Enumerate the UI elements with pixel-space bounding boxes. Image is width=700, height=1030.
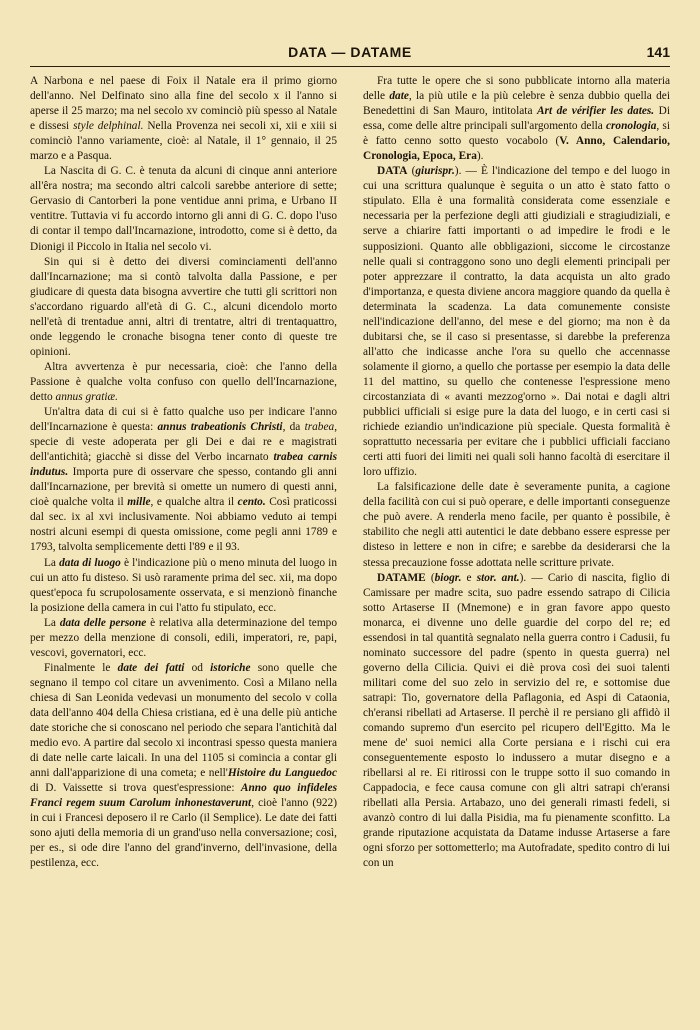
paragraph: La data delle persone è relativa alla determinazione del tempo per mezzo della menzione di consoli, edili, imperatori, re, papi, vescovi, governatori, ecc. [30,616,337,659]
paragraph: A Narbona e nel paese di Foix il Natale era il primo giorno dell'anno. Nel Delfinato sino alla fine del secolo x il l'anno si aperse il 25 marzo; ma nel secolo xv cominciò più spesso al Natale e dissesi style delphinal. Nella Provenza nei secoli xi, xii e xiii si cominciò l'anno variamente, cioè: al Natale, il 1° gennaio, il 25 marzo e a Pasqua. [30,75,337,163]
text-body [30,74,670,1024]
paragraph: Sin qui si è detto dei diversi cominciamenti dell'anno dall'Incarnazione; ma si contò talvolta dalla Passione, e per giudicare di questa data bisogna avvertire che tutti gli scrittori non s'accordano riguardo all'età di G. C., alcuni dicendolo morto nell'età di trentadue anni, altri di trentatre, altri di trentaquattro, onde leggendo le cronache bisogna tener conto di queste tre opinioni. [30,255,337,358]
paragraph: La falsificazione delle date è severamente punita, a cagione della facilità con cui si può operare, e delle importanti conseguenze che può avere. A renderla meno facile, per quanto è possibile, è stabilito che negli atti autentici le date debbano essere espresse per disteso in lettere e non in cifre; e sarebbe da desiderarsi che la stessa precauzione fosse adottata nelle scritture private. [363,481,670,569]
left-column [30,74,337,1024]
right-column [363,74,670,1024]
running-title: DATA — DATAME [288,44,412,60]
entry-headword: DATA [377,165,408,178]
entry-label: biogr. [434,571,462,584]
page-header [30,44,670,67]
entry-headword: DATAME [377,571,426,584]
entry-label: stor. ant. [476,571,520,584]
paragraph: Un'altra data di cui si è fatto qualche uso per indicare l'anno dell'Incarnazione è questa: annus trabeationis Christi, da trabea, specie di veste adoperata per gli Dei e dai re e magistrati dell'antichità; giacchè si disse del Verbo incarnato trabea carnis indutus. Importa pure di osservare che spesso, contando gli anni dall'Incarnazione, per brevità si omette un numero di questi anni, cioè qualche volta il mille, e qualche altra il cento. Così praticossi dal sec. ix al xvi inclusivamente. Noi abbiamo veduto ai tempi nostri alcuni esempi di questa omissione, come pegli anni 1789 e 1793, talvolta semplicemente detti l'89 e il 93. [30,406,338,554]
paragraph: La data di luogo è l'indicazione più o meno minuta del luogo in cui un atto fu disteso. Si usò raramente prima del sec. xii, ma dopo quest'epoca fu scrupolosamente osservata, e si menzionò finanche la posizione della camera in cui l'atto fu stipulato, ecc. [30,556,337,614]
paragraph: Altra avvertenza è pur necessaria, cioè: che l'anno della Passione è qualche volta confuso con quello dell'Incarnazione, detto annus gratiæ. [30,360,337,403]
entry-label: giurispr. [415,165,455,178]
paragraph: Finalmente le date dei fatti od istoriche sono quelle che segnano il tempo col citare un avvenimento. Così a Milano nella chiesa di San Leonida vedevasi un monumento del secolo v colla data dell'anno 404 della Chiesa cristiana, ed è una delle più antiche date storiche che si conoscano nel periodo che separa l'antichità dal medio evo. A partire dal secolo xi incontrasi spesso questa maniera di date nelle carte laicali. In una del 1105 si comincia a contar gli anni dall'apparizione di una cometa; e nell'Histoire du Languedoc di D. Vaissette si trova quest'espressione: Anno quo infideles Franci regem suum Carolum inhonestaverunt, cioè l'anno (922) in cui i Francesi deposero il re Carlo (il Semplice). Le date dei fatti sono ajuti della memoria di un grand'uso nella conversazione; così, per es., si ode dire l'anno del grand'inverno, dell'invasione, della pestilenza, ecc. [30,661,338,870]
page-number: 141 [646,44,670,60]
paragraph: La Nascita di G. C. è tenuta da alcuni di cinque anni anteriore all'êra nostra; ma secondo altri calcoli sarebbe anteriore di sette; Gervasio di Cantorberi la pone ventidue anni prima, e Urbano II ventitre. Tuttavia vi fu accordo intorno gli anni di G. C. dopo l'uso di contar il tempo dall'Incarnazione, introdotto, come si è detto, da Dionigi il Piccolo in Italia nel secolo vi. [30,165,337,253]
entry-datame: DATAME (biogr. e stor. ant.). — Cario di nascita, figlio di Camissare per madre scita, suo padre essendo satrapo di Cilicia sotto Artaserse II (Mnemone) e in gran favore appo questo monarca, ei divenne uno delle guardie del corpo del re; ed essendosi in tal quantità segnalato nella guerra contro i Cadusii, fu nominato successore del padre (spento in questa guerra) nel governo della Cilicia. Quivi ei diè prova così dei suoi talenti militari come del suo zelo in servizio del re, e sottomise due satrapi: Tio, governatore della Paflagonia, ed Aspi di Cataonia, ch'eransi ribellati ad Artaserse. Il perchè il re persiano gli affidò il comando supremo d'un esercito pel ricupero dell'Egitto. Ma le mene de' suoi nemici alla Corte persiana e i rischi cui era conseguentemente esposto lo indussero a mutar disegno e a ribellarsi al re. Ei ritirossi con le truppe sotto il suo comando in Cappadocia, e fece causa comune con gli altri satrapi ch'eransi ribellati alla Persia. Artabazo, uno dei generali rimasti fedeli, si avanzò contro di lui dalla Pisidia, ma fu pienamente sconfitto. La grande riputazione acquistata da Datame indusse Artaserse a fare ogni sforzo per sottometterlo; ma Autofradate, spedito contro di lui con un [363,571,671,870]
entry-data-giurispr: DATA (giurispr.). — È l'indicazione del tempo e del luogo in cui una scrittura qualunque è seguita o un atto è stato fatto o stipulato. Ella è una formalità considerata come essenziale e necessaria per la perfezione degli atti giudiziali e stragiudiziali, e serve a chiarire fatti importanti o ad impedire le frodi e le supposizioni. Quanto alle obbligazioni, siccome le circostanze nelle quali si contraggono sono uno degli elementi principali per poter apprezzare il contratto, la data acquista un alto grado d'importanza, e questa diviene ancora maggiore quando da quella è determinata la scadenza. La data comunemente consiste nell'indicazione dell'anno, del mese e del giorno; ma non è da dubitarsi che, se il caso si presentasse, si darebbe la preferenza all'atto che indicasse anche l'ora su quello che accennasse solamente il giorno, a quello che portasse per esempio la data delle 11 del mattino, su quello che contenesse l'espressione meno circostanziata di « avanti mezzog'orno ». Dai notai e dagli altri pubblici ufficiali si esige pure la data del luogo, e in certi casi si richiede eziandio un'indicazione più speciale. Questa formalità è soprattutto necessaria per evitare che i pubblici ufficiali facciano certi atti fuori dei limiti nei quali soli hanno facoltà di esercitare il loro uffizio. [363,165,670,479]
paragraph: Fra tutte le opere che si sono pubblicate intorno alla materia delle date, la più utile e la più celebre è senza dubbio quella dei Benedettini di San Mauro, intitolata Art de vérifier les dates. Di essa, come delle altre principali sull'argomento della cronologia, si è fatto cenno sotto questo vocabolo (V. Anno, Calendario, Cronologia, Epoca, Era). [363,75,670,163]
